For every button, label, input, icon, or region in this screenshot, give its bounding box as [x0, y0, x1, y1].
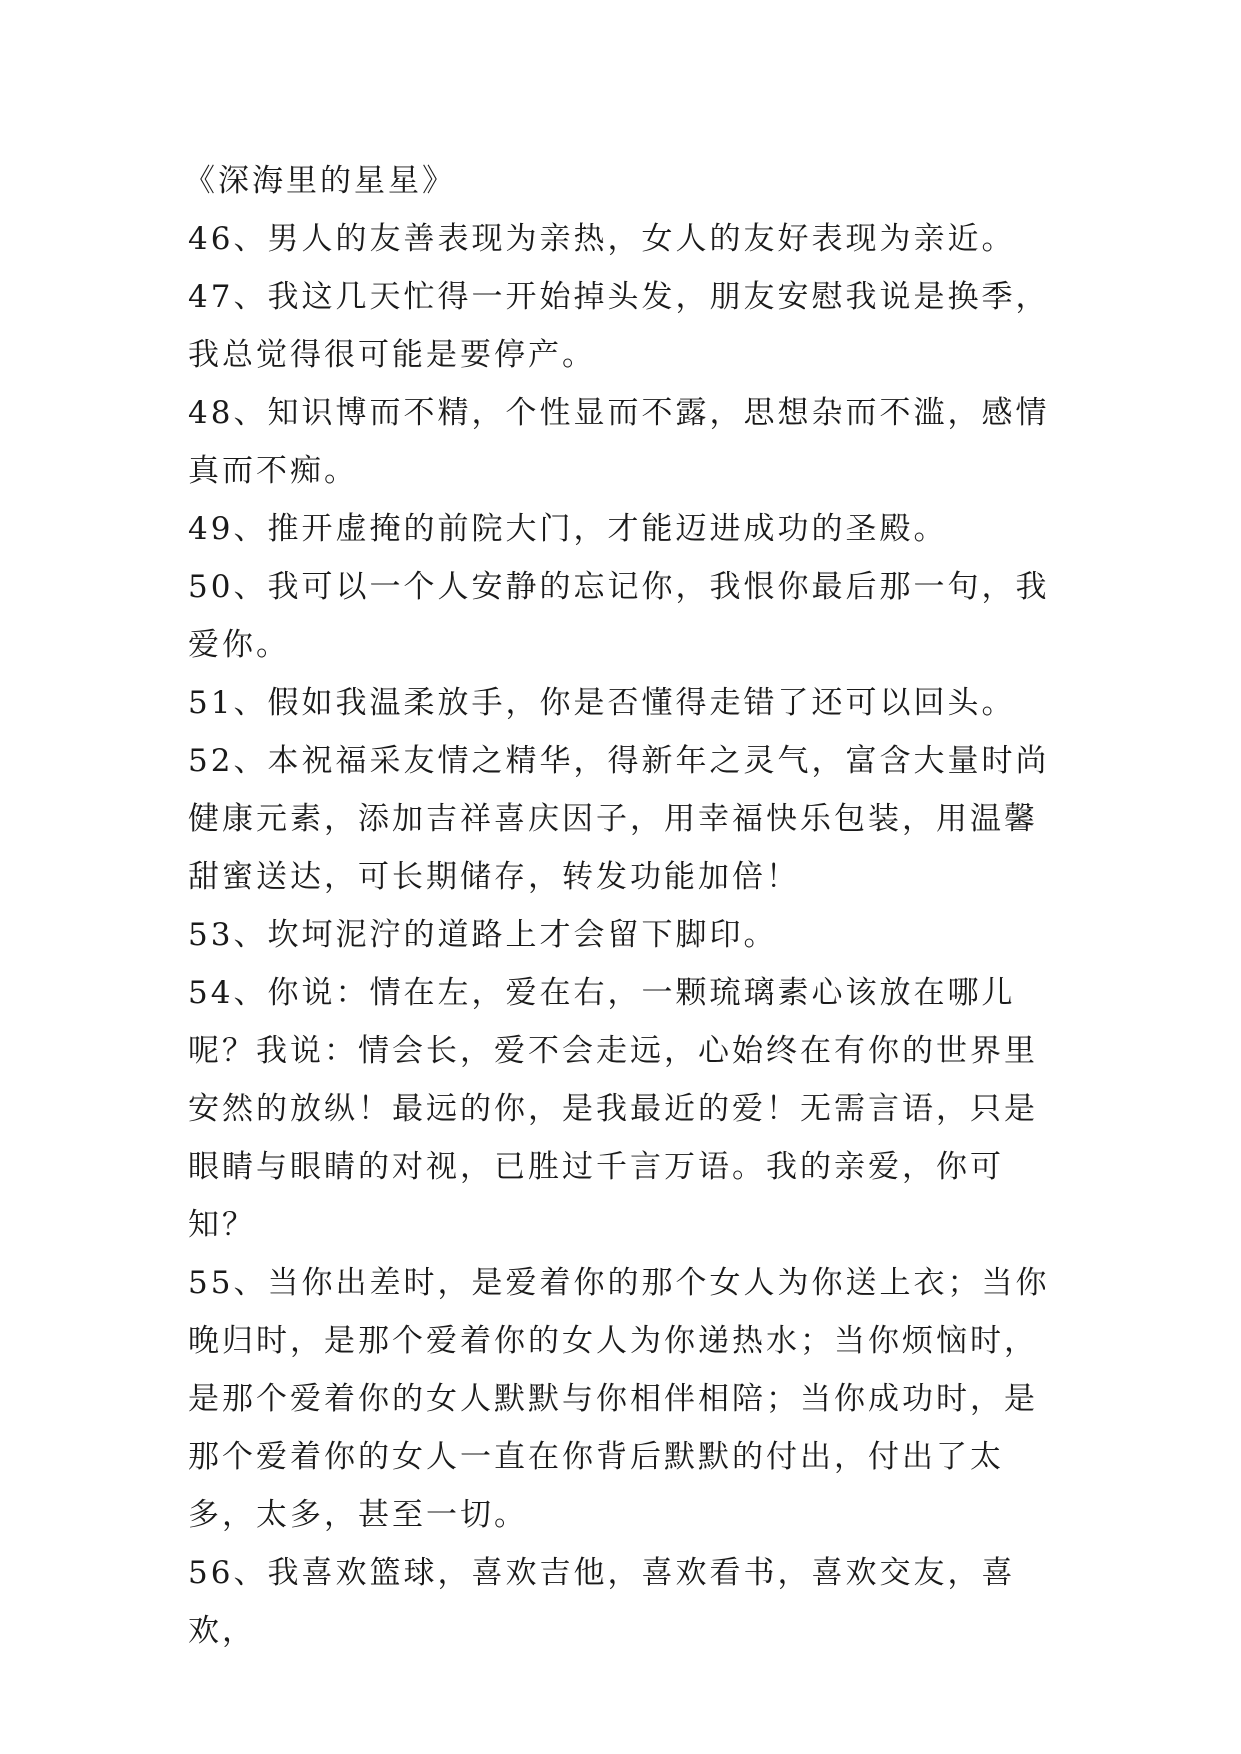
- list-item-50: 50、我可以一个人安静的忘记你，我恨你最后那一句，我爱你。: [188, 569, 1050, 663]
- list-item-52: 52、本祝福采友情之精华，得新年之灵气，富含大量时尚健康元素，添加吉祥喜庆因子，用幸福快乐包装，用温馨甜蜜送达，可长期储存，转发功能加倍！: [188, 743, 1050, 895]
- list-item-47: 47、我这几天忙得一开始掉头发，朋友安慰我说是换季，我总觉得很可能是要停产。: [188, 279, 1050, 373]
- list-item-55: 55、当你出差时，是爱着你的那个女人为你送上衣；当你晚归时，是那个爱着你的女人为你递热水；当你烦恼时，是那个爱着你的女人默默与你相伴相陪；当你成功时，是那个爱着你的女人一直在你背后默默的付出，付出了太多，太多，甚至一切。: [188, 1265, 1050, 1533]
- document-body: [184, 152, 1068, 1660]
- list-item-46: 46、男人的友善表现为亲热，女人的友好表现为亲近。: [188, 221, 1016, 257]
- book-title-line: 《深海里的星星》: [184, 163, 456, 199]
- list-item-53: 53、坎坷泥泞的道路上才会留下脚印。: [188, 917, 778, 953]
- list-item-49: 49、推开虚掩的前院大门，才能迈进成功的圣殿。: [188, 511, 948, 547]
- list-item-48: 48、知识博而不精，个性显而不露，思想杂而不滥，感情真而不痴。: [188, 395, 1050, 489]
- list-item-54: 54、你说：情在左，爱在右，一颗琉璃素心该放在哪儿呢？我说：情会长，爱不会走远，心始终在有你的世界里安然的放纵！最远的你，是我最近的爱！无需言语，只是眼睛与眼睛的对视，已胜过千言万语。我的亲爱，你可知？: [188, 975, 1038, 1243]
- list-item-56: 56、我喜欢篮球，喜欢吉他，喜欢看书，喜欢交友，喜欢，: [188, 1555, 1016, 1649]
- list-item-51: 51、假如我温柔放手，你是否懂得走错了还可以回头。: [188, 685, 1016, 721]
